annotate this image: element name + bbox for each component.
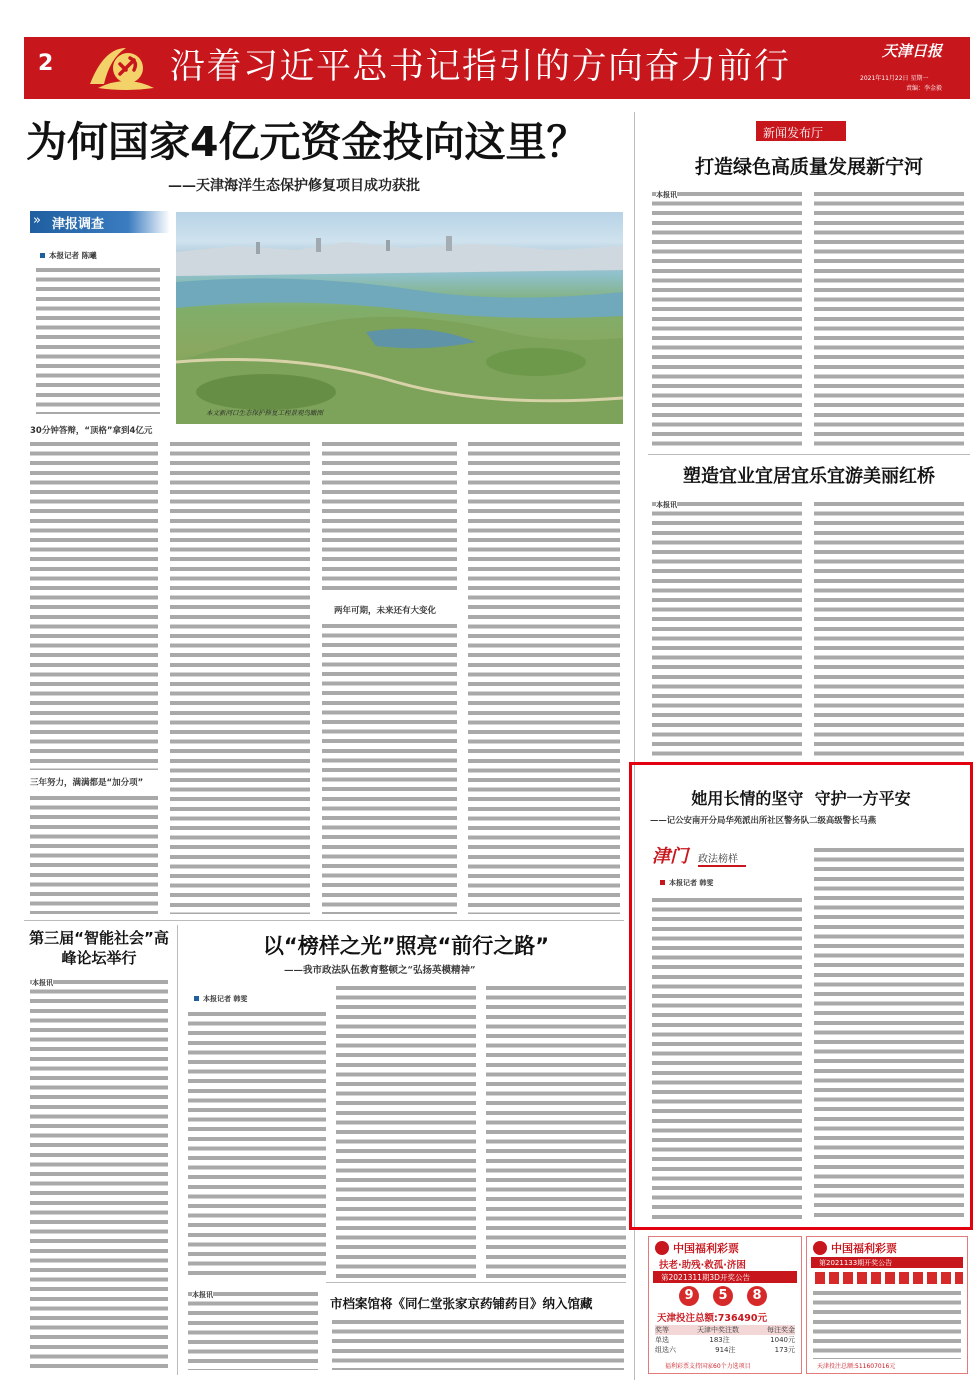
role-model-column-2 <box>336 984 476 1280</box>
role-model-column-3 <box>486 984 626 1280</box>
forum-column <box>30 978 168 1370</box>
feature-column-a <box>652 896 802 1222</box>
lottery-issue-7: 第2021133期开奖公告 <box>811 1257 963 1268</box>
lead-column-3 <box>322 440 457 590</box>
lottery-issue-3d: 第2021311期3D开奖公告 <box>653 1271 797 1283</box>
lead-headline: 为何国家4亿元资金投向这里？ <box>26 118 588 166</box>
lottery-right-table <box>813 1289 961 1359</box>
feature-subheadline: ——记公安南开分局华苑派出所社区警务队二级高级警长马燕 <box>650 815 877 825</box>
editor: 责编：李金毅 <box>906 85 943 92</box>
column-tag-label: 政法榜样 <box>698 850 746 867</box>
lottery-ball-1: 9 <box>679 1286 699 1306</box>
lead-column-4 <box>468 440 620 914</box>
news-1-byline: 本报讯 <box>656 191 677 199</box>
banner-title: 沿着习近平总书记指引的方向奋力前行 <box>170 47 791 87</box>
lottery-row: 组选六 914注 173元 <box>655 1346 795 1354</box>
column-tag-big: 津门 <box>652 846 688 867</box>
divider-archive <box>326 1282 626 1283</box>
lottery-title: 中国福利彩票 <box>673 1242 739 1255</box>
byline-square-icon <box>40 253 45 258</box>
archive-byline: 本报讯 <box>192 1291 213 1299</box>
news-headline-2: 塑造宜业宜居宜乐宜游美丽红桥 <box>683 466 935 487</box>
role-model-column-1 <box>188 1010 326 1280</box>
lottery-logo-icon <box>655 1241 669 1255</box>
section-tag <box>30 211 170 233</box>
role-model-byline: 本报记者 韩雯 <box>194 994 247 1004</box>
lottery-slogan: 扶老·助残·救孤·济困 <box>659 1260 746 1271</box>
feature-headline: 她用长情的坚守 守护一方平安 <box>691 789 911 808</box>
feature-byline: 本报记者 韩雯 <box>660 878 713 888</box>
divider-forum <box>177 925 178 1375</box>
lottery-table: 奖等 天津中奖注数 每注奖金 单选 183注 1040元 组选六 914注 173元 <box>655 1326 795 1354</box>
news-release-label: 新闻发布厅 <box>756 121 846 141</box>
feature-column-b <box>814 846 964 1222</box>
archive-column <box>332 1318 624 1370</box>
lottery-ad-right <box>806 1236 968 1374</box>
news-1-column-a <box>652 190 802 448</box>
divider-lead-bottom <box>24 920 624 921</box>
lead-byline: 本报记者 陈曦 <box>40 250 97 261</box>
lead-photo <box>176 212 623 424</box>
news-headline-1: 打造绿色高质量发展新宁河 <box>694 156 923 178</box>
lottery-ad-left <box>648 1236 802 1374</box>
lead-column-1b <box>30 794 158 914</box>
byline-square-icon <box>660 880 665 885</box>
issue-date: 2021年11月22日 星期一 <box>860 75 929 82</box>
paper-name: 天津日报 <box>882 42 943 60</box>
lottery-balls-row <box>815 1272 963 1284</box>
news-2-column-b <box>814 500 964 756</box>
news-2-byline: 本报讯 <box>656 501 677 509</box>
lottery-ball-2: 5 <box>713 1286 733 1306</box>
lead-intro-text <box>36 266 160 414</box>
lottery-row: 单选 183注 1040元 <box>655 1336 795 1344</box>
lead-column-3b <box>322 622 457 914</box>
lead-column-2 <box>170 440 310 914</box>
lead-subhead-3: 两年可期，未来还有大变化 <box>334 606 437 616</box>
lottery-right-footer: 天津投注总额:511607016元 <box>817 1363 896 1370</box>
photo-caption: 本文新河口生态保护修复工程景观鸟瞰图 <box>206 409 323 417</box>
role-model-headline: 以“榜样之光”照亮“前行之路” <box>262 934 550 958</box>
party-emblem-icon <box>86 44 158 94</box>
lead-column-1 <box>30 440 158 770</box>
lottery-footer: 福利彩票支持国家60个力选项目 <box>665 1363 751 1370</box>
lottery-total: 天津投注总额:736490元 <box>657 1313 767 1324</box>
feature-column-tag <box>652 842 778 868</box>
lead-subheadline: ——天津海洋生态保护修复项目成功获批 <box>168 178 420 194</box>
chevrons-icon: » <box>33 213 41 228</box>
role-model-subheadline: ——我市政法队伍教育整顿之“弘扬英模精神” <box>284 965 476 976</box>
forum-byline: 本报讯 <box>32 979 53 987</box>
masthead-banner <box>24 37 970 99</box>
lottery-right-title: 中国福利彩票 <box>831 1242 897 1255</box>
lottery-ball-3: 8 <box>747 1286 767 1306</box>
lottery-logo-icon <box>813 1241 827 1255</box>
archive-headline: 市档案馆将《同仁堂张家京药铺药目》纳入馆藏 <box>330 1296 593 1311</box>
aerial-landscape-icon <box>176 212 623 424</box>
section-tag-label: 津报调查 <box>52 217 105 232</box>
lead-subhead-2: 三年努力，满满都是“加分项” <box>30 778 144 788</box>
forum-headline: 第三届“智能社会”高峰论坛举行 <box>29 929 169 967</box>
lead-subhead-1: 30分钟答辩，“顶格”拿到4亿元 <box>30 426 153 436</box>
divider-news-1 <box>648 454 970 455</box>
brief-column <box>188 1290 318 1370</box>
page-number: 2 <box>38 51 54 76</box>
news-1-column-b <box>814 190 964 448</box>
byline-square-icon <box>194 996 199 1001</box>
news-2-column-a <box>652 500 802 756</box>
